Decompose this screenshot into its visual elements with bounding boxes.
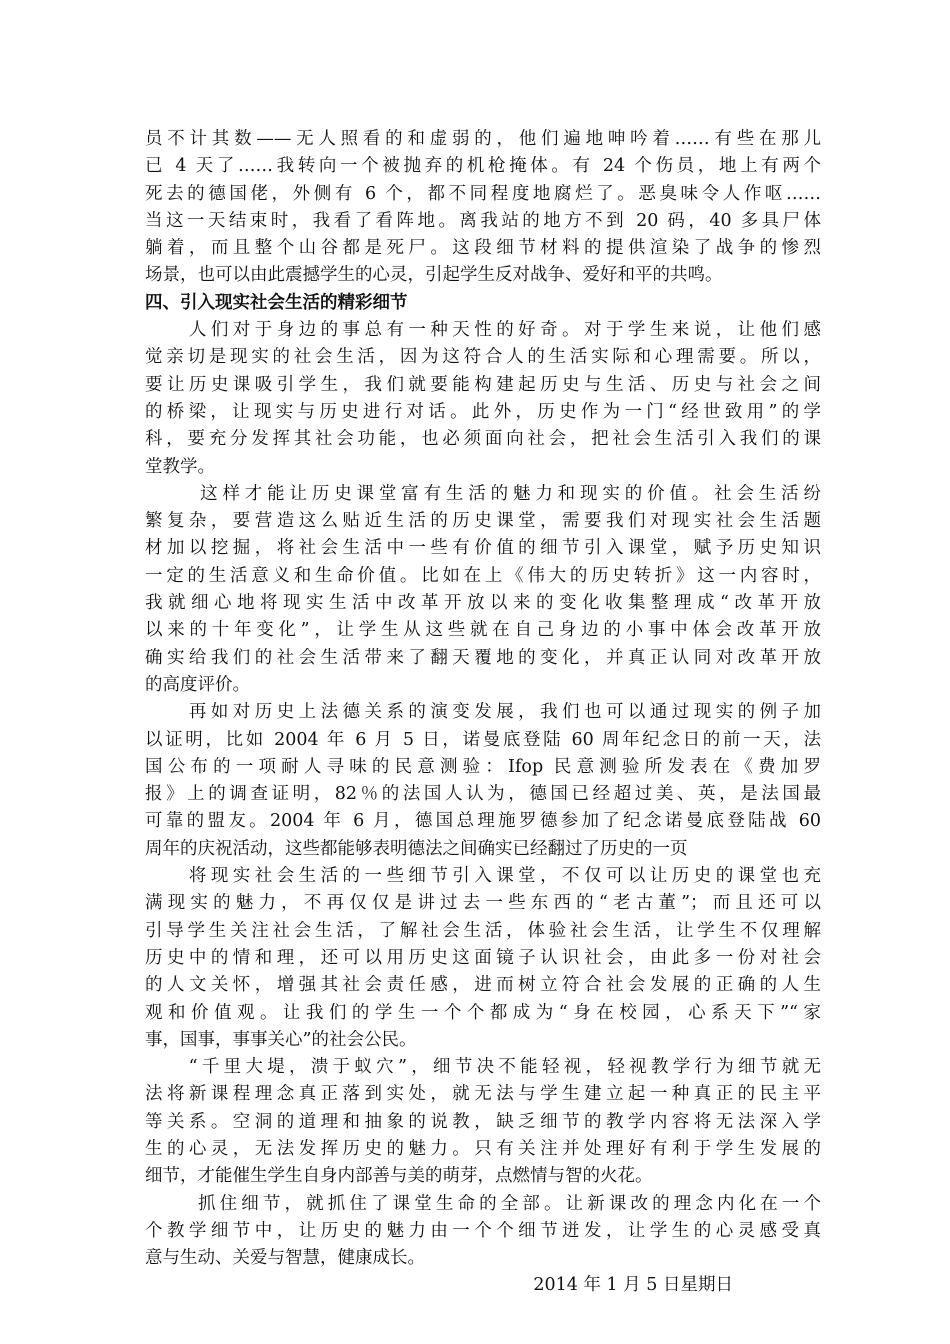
text-line: 满现实的魅力，不再仅仅是讲过去一些东西的“老古董”；而且还可以 bbox=[145, 893, 821, 914]
text-line: 的高度评价。 bbox=[145, 674, 250, 695]
text-line: 的人文关怀，增强其社会责任感，进而树立符合社会发展的正确的人生 bbox=[145, 975, 821, 996]
text-line: 国公布的一项耐人寻味的民意测验：Ifop 民意测验所发表在《费加罗 bbox=[145, 756, 821, 777]
text-line: 我就细心地将现实生活中改革开放以来的变化收集整理成“改革开放 bbox=[145, 593, 821, 614]
text-line: 再如对历史上法德关系的演变发展，我们也可以通过现实的例子加 bbox=[145, 702, 821, 723]
text-line: 确实给我们的社会生活带来了翻天覆地的变化，并真正认同对改革开放 bbox=[145, 647, 821, 668]
text-line: 以证明，比如 2004 年 6 月 5 日，诺曼底登陆 60 周年纪念日的前一天，法 bbox=[145, 729, 821, 750]
text-line: 已 4 天了……我转向一个被抛弃的机枪掩体。有 24 个伤员，地上有两个 bbox=[145, 156, 821, 177]
text-line: 一定的生活意义和生命价值。比如在上《伟大的历史转折》这一内容时， bbox=[145, 565, 821, 586]
text-line: 要让历史课吸引学生，我们就要能构建起历史与生活、历史与社会之间 bbox=[145, 374, 821, 395]
text-line: “千里大堤，溃于蚁穴”，细节决不能轻视，轻视教学行为细节就无 bbox=[145, 1057, 821, 1078]
document-date: 2014 年 1 月 5 日星期日 bbox=[533, 1275, 733, 1296]
text-line: 的桥梁，让现实与历史进行对话。此外，历史作为一门“经世致用”的学 bbox=[145, 401, 821, 422]
text-line: 报》上的调查证明，82％的法国人认为，德国已经超过美、英，是法国最 bbox=[145, 784, 821, 805]
text-line: 繁复杂，要营造这么贴近生活的历史课堂，需要我们对现实社会生活题 bbox=[145, 511, 821, 532]
text-line: 细节，才能催生学生自身内部善与美的萌芽，点燃情与智的火花。 bbox=[145, 1166, 653, 1187]
text-line: 死去的德国佬，外侧有 6 个，都不同程度地腐烂了。恶臭味令人作呕…… bbox=[145, 183, 821, 204]
text-line: 个教学细节中，让历史的魅力由一个个细节迸发，让学生的心灵感受真 bbox=[145, 1220, 821, 1241]
text-line: 堂教学。 bbox=[145, 456, 215, 477]
text-line: 科，要充分发挥其社会功能，也必须面向社会，把社会生活引入我们的课 bbox=[145, 429, 821, 450]
text-line: 法将新课程理念真正落到实处，就无法与学生建立起一种真正的民主平 bbox=[145, 1084, 821, 1105]
text-line: 躺着，而且整个山谷都是死尸。这段细节材料的提供渲染了战争的惨烈 bbox=[145, 238, 821, 259]
text-line: 以来的十年变化”，让学生从这些就在自己身边的小事中体会改革开放 bbox=[145, 620, 821, 641]
text-line: 员不计其数——无人照看的和虚弱的，他们遍地呻吟着……有些在那儿 bbox=[145, 129, 821, 149]
section-heading: 四、引入现实社会生活的精彩细节 bbox=[145, 292, 408, 313]
text-line: 当这一天结束时，我看了看阵地。离我站的地方不到 20 码，40 多具尸体 bbox=[145, 210, 821, 231]
document-page bbox=[145, 126, 821, 1300]
text-line: 场景，也可以由此震撼学生的心灵，引起学生反对战争、爱好和平的共鸣。 bbox=[145, 265, 723, 286]
text-line: 意与生动、关爱与智慧，健康成长。 bbox=[145, 1248, 425, 1269]
text-line: 觉亲切是现实的社会生活，因为这符合人的生活实际和心理需要。所以， bbox=[145, 347, 821, 368]
text-line: 历史中的情和理，还可以用历史这面镜子认识社会，由此多一份对社会 bbox=[145, 947, 821, 968]
text-line: 生的心灵，无法发挥历史的魅力。只有关注并处理好有利于学生发展的 bbox=[145, 1138, 821, 1159]
text-line: 可靠的盟友。2004 年 6 月，德国总理施罗德参加了纪念诺曼底登陆战 60 bbox=[145, 811, 821, 832]
text-line: 材加以挖掘，将社会生活中一些有价值的细节引入课堂，赋予历史知识 bbox=[145, 538, 821, 559]
text-line: 人们对于身边的事总有一种天性的好奇。对于学生来说，让他们感 bbox=[145, 320, 821, 341]
text-line: 观和价值观。让我们的学生一个个都成为“身在校园，心系天下”“家 bbox=[145, 1002, 821, 1023]
text-line: 将现实社会生活的一些细节引入课堂，不仅可以让历史的课堂也充 bbox=[145, 866, 821, 887]
text-line: 引导学生关注社会生活，了解社会生活，体验社会生活，让学生不仅理解 bbox=[145, 920, 821, 941]
text-line: 等关系。空洞的道理和抽象的说教，缺乏细节的教学内容将无法深入学 bbox=[145, 1111, 821, 1132]
text-line: 这样才能让历史课堂富有生活的魅力和现实的价值。社会生活纷 bbox=[145, 483, 821, 504]
text-line: 事，国事，事事关心”的社会公民。 bbox=[145, 1029, 417, 1050]
text-line: 周年的庆祝活动，这些都能够表明德法之间确实已经翻过了历史的一页 bbox=[145, 838, 688, 859]
text-line: 抓住细节，就抓住了课堂生命的全部。让新课改的理念内化在一个 bbox=[145, 1193, 821, 1214]
